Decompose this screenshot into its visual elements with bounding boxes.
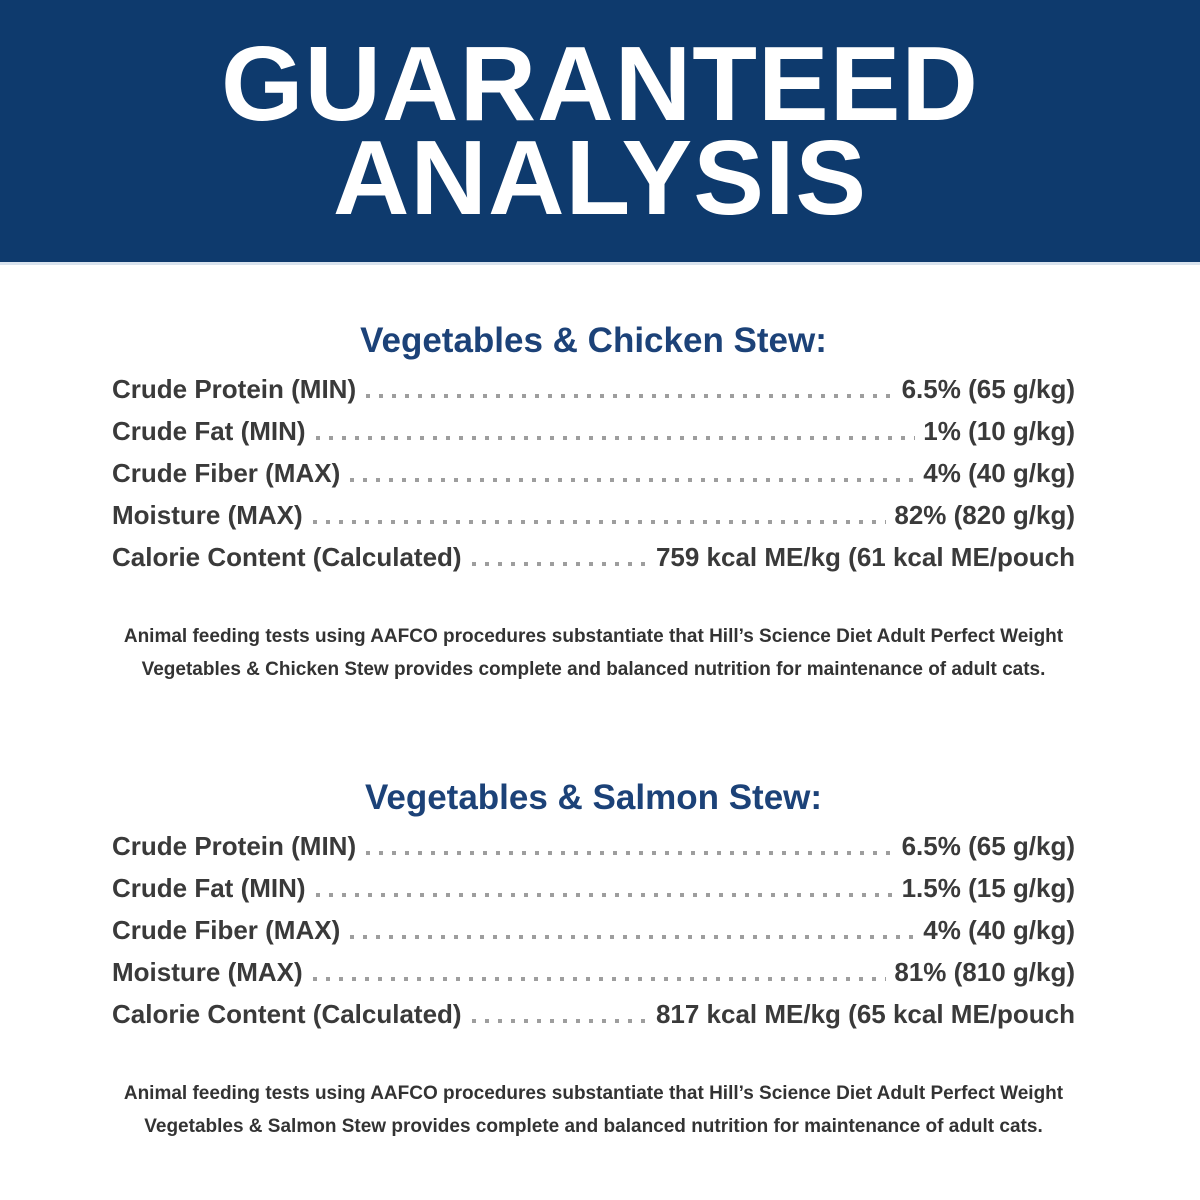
row-label: Crude Fat (MIN) (112, 416, 306, 446)
row-value: 82% (820 g/kg) (894, 500, 1075, 530)
footnote-line1: Animal feeding tests using AAFCO procedures substantiate that Hill’s Science Diet Adult Perfect Weight (123, 1083, 1064, 1104)
aafco-footnote-salmon (112, 1077, 1075, 1143)
table-row-crude-fat (112, 410, 1075, 452)
dot-leader (313, 520, 887, 524)
table-row-crude-fat (112, 867, 1075, 909)
row-value: 759 kcal ME/kg (61 kcal ME/pouch (655, 542, 1075, 572)
dot-leader (366, 394, 893, 398)
section-title-chicken: Vegetables & Chicken Stew: (360, 321, 827, 360)
section-vegetables-chicken-stew (112, 319, 1075, 686)
footnote-line2: Vegetables & Salmon Stew provides complete and balanced nutrition for maintenance of adult cats. (144, 1116, 1043, 1137)
analysis-table-chicken (112, 368, 1075, 578)
row-label: Crude Fiber (MAX) (112, 458, 341, 488)
banner-title-line2: ANALYSIS (332, 119, 868, 237)
row-value: 6.5% (65 g/kg) (901, 831, 1075, 861)
aafco-footnote-chicken (112, 620, 1075, 686)
row-value: 817 kcal ME/kg (65 kcal ME/pouch (655, 999, 1075, 1029)
table-row-moisture (112, 494, 1075, 536)
row-label: Moisture (MAX) (112, 500, 303, 530)
dot-leader (313, 977, 887, 981)
row-value: 1.5% (15 g/kg) (901, 873, 1075, 903)
row-value: 6.5% (65 g/kg) (901, 374, 1075, 404)
section-title-salmon: Vegetables & Salmon Stew: (364, 778, 823, 817)
guaranteed-analysis-banner (0, 0, 1200, 265)
section-vegetables-salmon-stew (112, 776, 1075, 1143)
row-label: Crude Protein (MIN) (112, 831, 357, 861)
footnote-line1: Animal feeding tests using AAFCO procedures substantiate that Hill’s Science Diet Adult Perfect Weight (123, 626, 1064, 647)
row-value: 1% (10 g/kg) (923, 416, 1075, 446)
analysis-table-salmon (112, 825, 1075, 1035)
row-value: 4% (40 g/kg) (923, 458, 1075, 488)
row-label: Calorie Content (Calculated) (112, 542, 462, 572)
row-value: 4% (40 g/kg) (923, 915, 1075, 945)
dot-leader (366, 851, 893, 855)
row-label: Moisture (MAX) (112, 957, 303, 987)
dot-leader (350, 935, 915, 939)
dot-leader (316, 436, 916, 440)
table-row-crude-protein (112, 368, 1075, 410)
dot-leader (350, 478, 915, 482)
table-row-calorie-content (112, 536, 1075, 578)
row-label: Crude Fat (MIN) (112, 873, 306, 903)
row-label: Crude Protein (MIN) (112, 374, 357, 404)
row-label: Crude Fiber (MAX) (112, 915, 341, 945)
banner-title-line1: GUARANTEED (221, 25, 979, 143)
footnote-line2: Vegetables & Chicken Stew provides complete and balanced nutrition for maintenance of adult cats. (141, 659, 1046, 680)
table-row-crude-protein (112, 825, 1075, 867)
dot-leader (472, 1019, 648, 1023)
dot-leader (472, 562, 648, 566)
row-value: 81% (810 g/kg) (894, 957, 1075, 987)
table-row-crude-fiber (112, 909, 1075, 951)
table-row-crude-fiber (112, 452, 1075, 494)
table-row-moisture (112, 951, 1075, 993)
table-row-calorie-content (112, 993, 1075, 1035)
dot-leader (316, 893, 894, 897)
row-label: Calorie Content (Calculated) (112, 999, 462, 1029)
